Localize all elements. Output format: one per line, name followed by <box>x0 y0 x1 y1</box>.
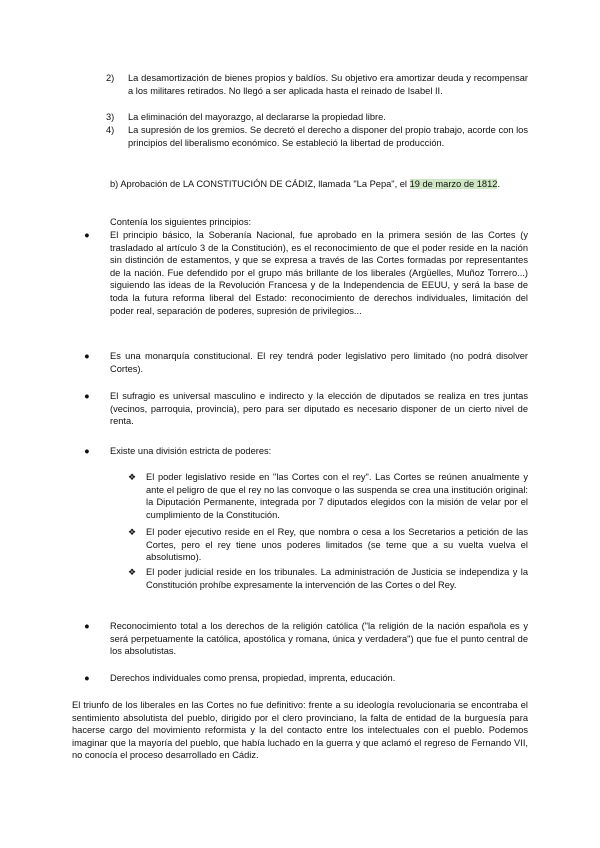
diamond-icon: ❖ <box>128 567 137 577</box>
bullet-icon: ● <box>84 351 90 361</box>
list-number: 3) <box>106 112 115 122</box>
list-item-4 <box>106 124 528 149</box>
date-highlight: 19 de marzo de 1812 <box>409 179 498 189</box>
bullet-icon: ● <box>84 391 90 401</box>
bullet-sovereignty: El principio básico, la Soberanía Nacional, fue aprobado en la primera sesión de las Cortes (y trasladado al artículo 3 de la Constitución), es el reconocimiento de que el poder reside en la nación sin distinción de estamentos, y que se expresa a través de las Cortes formadas por representantes de la nación. Fue defendido por el grupo más brillante de los liberales (Argüelles, Muñoz Torrero...) siguiendo las ideas de la Revolución Francesa y de la Independencia de EEUU, y será la base de toda la futura reforma liberal del Estado: reconocimiento de derechos individuales, limitación del poder real, separación de poderes, supresión de privilegios... <box>110 230 528 316</box>
bullet-icon: ● <box>84 673 90 683</box>
bullet-icon: ● <box>84 621 90 631</box>
list-item-3 <box>106 111 528 124</box>
bullet-icon: ● <box>84 446 90 456</box>
bullet-religion: Reconocimiento total a los derechos de la religión católica ("la religión de la nación española es y será perpetuamente la católica, apostólica y romana, única y verdadera") que fue el punto central de los absolutistas. <box>110 621 528 657</box>
power-judicial: El poder judicial reside en los tribunales. La administración de Justicia se independiza y la Constitución prohíbe expresamente la intervención de las Cortes o del Rey. <box>146 567 528 590</box>
conclusion-paragraph: El triunfo de los liberales en las Cortes no fue definitivo: frente a su ideología revolucionaria se encontraba el sentimiento absolutista del pueblo, dirigido por el clero provinciano, la falta de entidad de la burguesía para hacerse cargo del movimiento reformista y la del contacto entre los intelectuales con el pueblo. Podemos imaginar que la mayoría del pueblo, que había luchado en la guerra y que aclamó el regreso de Fernando VII, no conocía el proceso desarrollado en Cádiz. <box>72 700 528 761</box>
bullet-rights: Derechos individuales como prensa, propiedad, imprenta, educación. <box>110 673 396 683</box>
bullet-division: Existe una división estricta de poderes: <box>110 446 272 456</box>
bullet-icon: ● <box>84 230 90 240</box>
bullet-monarchy: Es una monarquía constitucional. El rey tendrá poder legislativo pero limitado (no podrá disolver Cortes). <box>110 351 528 374</box>
power-legislative: El poder legislativo reside en "las Cortes con el rey". Las Cortes se reúnen anualmente y ante el peligro de que el rey no las convoque o las suspenda se crea una institución original: la Diputación Permanente, integrada por 7 diputados elegidos con la misión de velar por el cumplimiento de la Constitución. <box>146 472 528 520</box>
list-item-2 <box>106 72 528 97</box>
list-number: 4) <box>106 125 115 135</box>
list-text: La desamortización de bienes propios y baldíos. Su objetivo era amortizar deuda y recompensar a los militares retirados. No llegó a ser aplicada hasta el reinado de Isabel II. <box>128 73 528 96</box>
list-text: La supresión de los gremios. Se decretó el derecho a disponer del propio trabajo, acorde con los principios del liberalismo económico. Se estableció la libertad de producción. <box>128 125 528 148</box>
principles-intro: Contenía los siguientes principios: <box>110 217 252 227</box>
bullet-suffrage: El sufragio es universal masculino e indirecto y la elección de diputados se realiza en tres juntas (vecinos, parroquia, provincia), pero para ser diputado es necesario disponer de un cierto nivel de renta. <box>110 391 528 427</box>
section-b-end: . <box>497 179 501 189</box>
section-b-heading <box>110 178 528 191</box>
list-number: 2) <box>106 73 115 83</box>
diamond-icon: ❖ <box>128 472 137 482</box>
diamond-icon: ❖ <box>128 527 137 537</box>
power-executive: El poder ejecutivo reside en el Rey, que nombra o cesa a los Secretarios a petición de las Cortes, pero el rey tiene unos poderes limitados (se teme que a su vuelta vuelva el absolutismo). <box>146 527 528 563</box>
section-b-text: b) Aprobación de LA CONSTITUCIÓN DE CÁDIZ, llamada "La Pepa", el <box>110 179 410 189</box>
list-text: La eliminación del mayorazgo, al declararse la propiedad libre. <box>128 112 386 122</box>
